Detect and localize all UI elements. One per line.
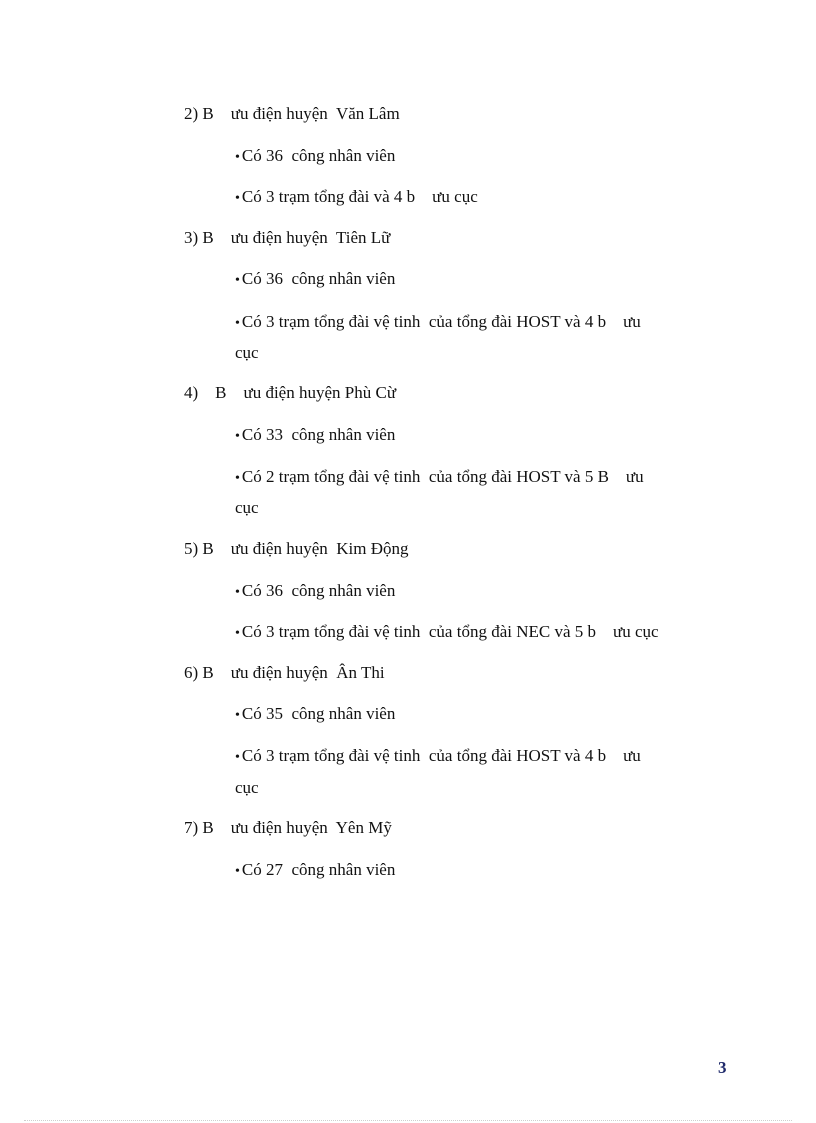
bullet-icon: • <box>235 191 240 206</box>
bullet-item <box>235 859 395 883</box>
bullet-item <box>235 703 395 727</box>
bullet-item <box>235 621 659 645</box>
bullet-icon: • <box>235 429 240 444</box>
section-heading-an-thi: 6) B ưu điện huyện Ân Thi <box>184 663 385 682</box>
bullet-text: Có 2 trạm tổng đài vệ tinh của tổng đài HOST và 5 B ưu <box>241 467 644 486</box>
bullet-continuation: cục <box>235 343 259 362</box>
bullet-text: Có 3 trạm tổng đài vệ tinh của tổng đài HOST và 4 b ưu <box>241 312 641 331</box>
bullet-text: Có 33 công nhân viên <box>241 425 396 444</box>
bullet-icon: • <box>235 316 240 331</box>
section-heading-tien-lu: 3) B ưu điện huyện Tiên Lữ <box>184 228 391 247</box>
bullet-text: Có 3 trạm tổng đài vệ tinh của tổng đài HOST và 4 b ưu <box>241 746 641 765</box>
bullet-text: Có 36 công nhân viên <box>241 269 396 288</box>
bullet-continuation: cục <box>235 778 259 797</box>
bullet-icon: • <box>235 471 240 486</box>
bullet-item <box>235 145 395 169</box>
bullet-icon: • <box>235 273 240 288</box>
footer-divider <box>24 1120 792 1121</box>
bullet-text: Có 27 công nhân viên <box>241 860 396 879</box>
bullet-item <box>235 580 395 604</box>
bullet-text: Có 3 trạm tổng đài vệ tinh của tổng đài NEC và 5 b ưu cục <box>241 622 659 641</box>
section-heading-van-lam: 2) B ưu điện huyện Văn Lâm <box>184 104 400 123</box>
bullet-text: Có 3 trạm tổng đài và 4 b ưu cục <box>241 187 478 206</box>
bullet-icon: • <box>235 626 240 641</box>
bullet-item <box>235 745 641 769</box>
bullet-icon: • <box>235 708 240 723</box>
section-heading-yen-my: 7) B ưu điện huyện Yên Mỹ <box>184 818 392 837</box>
bullet-icon: • <box>235 864 240 879</box>
bullet-text: Có 36 công nhân viên <box>241 146 396 165</box>
section-heading-kim-dong: 5) B ưu điện huyện Kim Động <box>184 539 409 558</box>
bullet-icon: • <box>235 585 240 600</box>
bullet-item <box>235 466 644 490</box>
bullet-item <box>235 311 641 335</box>
section-heading-phu-cu: 4) B ưu điện huyện Phù Cừ <box>184 383 397 402</box>
bullet-item <box>235 186 478 210</box>
bullet-text: Có 36 công nhân viên <box>241 581 396 600</box>
bullet-item <box>235 268 395 292</box>
page-number: 3 <box>718 1058 727 1077</box>
bullet-continuation: cục <box>235 498 259 517</box>
bullet-icon: • <box>235 750 240 765</box>
bullet-icon: • <box>235 150 240 165</box>
bullet-text: Có 35 công nhân viên <box>241 704 396 723</box>
bullet-item <box>235 424 395 448</box>
